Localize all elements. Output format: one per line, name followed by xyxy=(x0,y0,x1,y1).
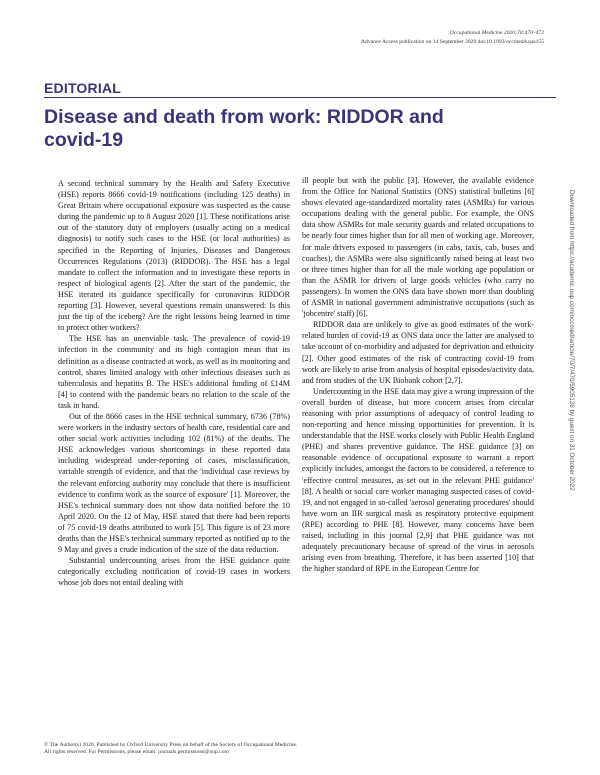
paragraph: Out of the 8666 cases in the HSE technical summary, 6736 (78%) were workers in the industry sectors of health care, residential care and other social work activities including 102 (81%) of the deaths. The HSE acknowledges various shortcomings in these reported data including widespread under-reporting of cases, misclassification, variable strength of evidence, and that the 'individual case reviews by the relevant enforcing authority may conclude that there is insufficient evidence to confirm work as the source of exposure' [1]. Moreover, the HSE's technical summary does not show data notified before the 10 April 2020. On the 12 of May, HSE stated that there had been reports of 75 covid-19 deaths attributed to work [5]. This figure is of 23 more deaths than the HSE's technical summary reported as notified up to the 9 May and gives a crude indication of the size of the data reduction. xyxy=(58,411,290,555)
section-divider xyxy=(44,97,556,98)
permissions-line: All rights reserved. For Permissions, please email: journals.permissions@oup.com xyxy=(44,749,229,756)
advance-access-line: Advance Access publication on 14 September 2020 doi:10.1093/occmed/kqaa155 xyxy=(361,39,544,45)
paragraph: The HSE has an unenviable task. The prevalence of covid-19 infection in the community and its high contagion mean that its definition as a disease contracted at work, as well as its monitoring and control, shares limited analogy with other infectious diseases such as tuberculosis and hepatitis B. The HSE's additional funding of £14M [4] to contend with the pandemic bears no relation to the scale of the task in hand. xyxy=(58,334,290,410)
paragraph: RIDDOR data are unlikely to give as good estimates of the work-related burden of covid-19 as ONS data once the latter are analysed to take account of co-morbidity and adjusted for deprivation and ethnicity [2]. Other good estimates of the risk of contracting covid-19 from work are likely to arise from analysis of hospital episodes/activity data, and from studies of the UK Biobank cohort [2,7]. xyxy=(302,320,534,385)
paragraph: Substantial undercounting arises from the HSE guidance quite categorically excluding notification of covid-19 cases in workers whose job does not entail dealing with xyxy=(58,556,290,588)
article-title: Disease and death from work: RIDDOR and covid-19 xyxy=(44,106,444,151)
copyright-footer xyxy=(44,742,297,757)
journal-citation: Occupational Medicine 2020;70:470–472 xyxy=(449,30,544,36)
copyright-line: © The Author(s) 2020. Published by Oxford University Press on behalf of the Society of Occupational Medicine. xyxy=(44,742,298,748)
paragraph: ill people but with the public [3]. However, the available evidence from the Office for National Statistics (ONS) statistical bulletins [6] shows elevated age-standardized mortality rates (ASMRs) for various occupations dealing with the general public. For example, the ONS data show ASMRs for male security guards and related occupations to be nearly four times higher than for all men of working age. Moreover, for male drivers exposed to passengers (in cabs, taxis, cab, buses and coaches), the ASMRs were also significantly raised being at least two or three times higher than for all the male working age population or than the ASMR for drivers of large goods vehicles (who carry no passengers). In women the ONS data have shown more than doubling of ASMR in national government administrative occupations (such as 'jobcentre' staff) [6]. xyxy=(302,176,534,319)
paragraph: Undercounting in the HSE data may give a wrong impression of the overall burden of disease, but more concern arises from circular reasoning with prior assumptions of adequacy of control leading to non-reporting and hence missing opportunities for prevention. It is understandable that the HSE works closely with Public Health England (PHE) and shares preventive guidance. The HSE guidance [3] on reasonable evidence of occupational exposure to warrant a report explicitly includes, amongst the factors to be considered, a reference to 'effective control measures, as set out in the relevant PHE guidance' [8]. A health or social care worker managing suspected cases of covid-19, and not engaged in so-called 'aerosol generating procedures' should have worn an IIR surgical mask as respiratory protective equipment (RPE) according to PHE [8]. However, many concerns have been raised, including in this journal [2,9] that PHE guidance was not adequately precautionary because of spread of the virus in aerosols arising even from breathing. Therefore, it has been asserted [10] that the higher standard of RPE in the European Centre for xyxy=(302,386,534,574)
paragraph: A second technical summary by the Health and Safety Executive (HSE) reports 8666 covid-19 notifications (including 125 deaths) in Great Britain where occupational exposure was suspected as the cause during the pandemic up to 8 August 2020 [1]. These notifications arise out of the statutory duty of employers (usually acting on a medical diagnosis) to notify such cases to the HSE (or local authorities) as specified in the Reporting of Injuries, Diseases and Dangerous Occurrences Regulations (2013) (RIDDOR). The HSE has a legal mandate to collect the information and to investigate these reports in respect of biological agents [2]. After the start of the pandemic, the HSE iterated its guidance specifically for coronavirus RIDDOR reporting [3]. However, several questions remain unanswered: Is this just the tip of the iceberg? Are the right lessons being learned in time to protect other workers? xyxy=(58,179,290,333)
download-watermark: Downloaded from https://academic.oup.com/occmed/article/70/7/470/5905126 by guest on 31 October 2022 xyxy=(568,190,575,491)
left-column xyxy=(58,178,290,588)
right-column xyxy=(302,175,534,574)
section-label: EDITORIAL xyxy=(44,80,121,96)
